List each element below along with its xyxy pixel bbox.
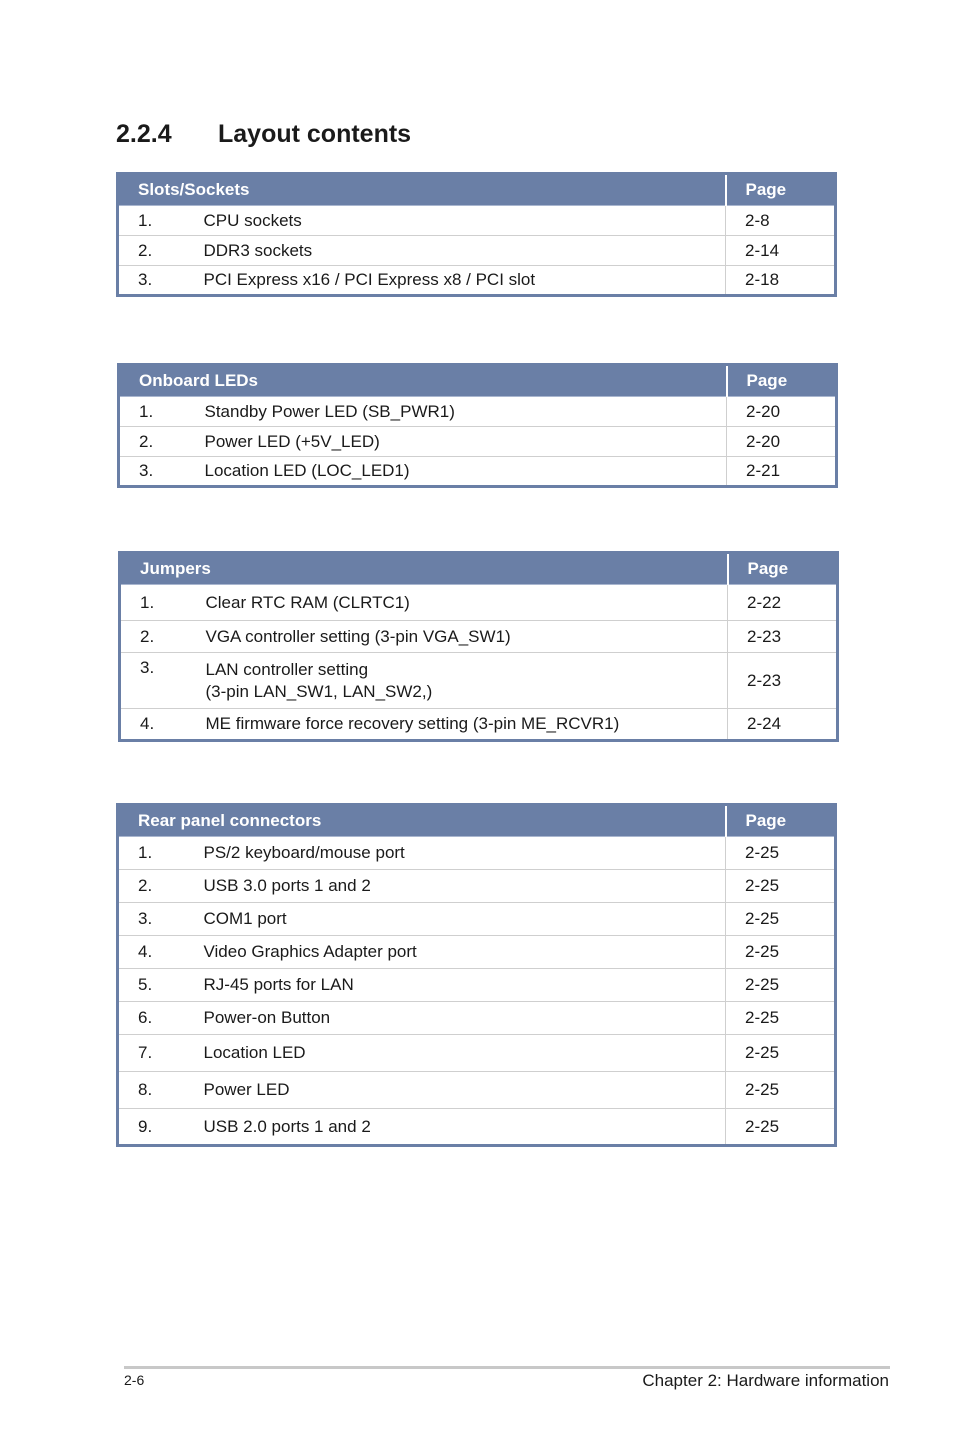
row-number: 9. bbox=[118, 1109, 204, 1146]
row-item: Standby Power LED (SB_PWR1) bbox=[205, 397, 727, 427]
footer-page-number: 2-6 bbox=[124, 1372, 145, 1388]
row-number: 2. bbox=[118, 870, 204, 903]
row-page: 2-18 bbox=[726, 266, 836, 296]
row-page: 2-25 bbox=[726, 1002, 836, 1035]
table-row bbox=[118, 266, 836, 296]
table-row bbox=[120, 709, 838, 741]
table-row bbox=[120, 585, 838, 621]
row-number: 3. bbox=[120, 653, 206, 709]
row-item: USB 2.0 ports 1 and 2 bbox=[204, 1109, 726, 1146]
row-number: 2. bbox=[118, 236, 204, 266]
table-row bbox=[118, 1002, 836, 1035]
row-item: Power LED bbox=[204, 1072, 726, 1109]
table-row bbox=[118, 206, 836, 236]
row-page: 2-23 bbox=[728, 621, 838, 653]
rear-panel-connectors-table bbox=[116, 803, 837, 1147]
row-number: 1. bbox=[118, 206, 204, 236]
row-item-line-2: (3-pin LAN_SW1, LAN_SW2,) bbox=[205, 681, 433, 701]
row-page: 2-20 bbox=[727, 427, 837, 457]
row-page: 2-14 bbox=[726, 236, 836, 266]
table-row bbox=[118, 969, 836, 1002]
row-number: 6. bbox=[118, 1002, 204, 1035]
row-number: 1. bbox=[119, 397, 205, 427]
table-header-page: Page bbox=[726, 805, 836, 837]
table-header-row bbox=[119, 365, 837, 397]
slots-sockets-table bbox=[116, 172, 837, 297]
table-row bbox=[118, 936, 836, 969]
row-item-multiline bbox=[206, 653, 728, 709]
row-number: 3. bbox=[118, 266, 204, 296]
table-header-page: Page bbox=[728, 553, 838, 585]
row-item: RJ-45 ports for LAN bbox=[204, 969, 726, 1002]
row-item: CPU sockets bbox=[204, 206, 726, 236]
table-header-page: Page bbox=[726, 174, 836, 206]
row-item: PCI Express x16 / PCI Express x8 / PCI slot bbox=[204, 266, 726, 296]
table-row bbox=[119, 457, 837, 487]
row-item: ME firmware force recovery setting (3-pin ME_RCVR1) bbox=[206, 709, 728, 741]
row-number: 8. bbox=[118, 1072, 204, 1109]
table-row bbox=[118, 1035, 836, 1072]
row-number: 1. bbox=[120, 585, 206, 621]
row-number: 2. bbox=[119, 427, 205, 457]
row-item: DDR3 sockets bbox=[204, 236, 726, 266]
row-item: USB 3.0 ports 1 and 2 bbox=[204, 870, 726, 903]
row-page: 2-21 bbox=[727, 457, 837, 487]
table-row bbox=[118, 903, 836, 936]
table-header-row bbox=[118, 174, 836, 206]
row-page: 2-25 bbox=[726, 1072, 836, 1109]
onboard-leds-table bbox=[117, 363, 838, 488]
row-page: 2-23 bbox=[728, 653, 838, 709]
table-row bbox=[118, 236, 836, 266]
row-number: 3. bbox=[118, 903, 204, 936]
table-row bbox=[118, 870, 836, 903]
row-item: Power LED (+5V_LED) bbox=[205, 427, 727, 457]
row-page: 2-25 bbox=[726, 1035, 836, 1072]
row-page: 2-24 bbox=[728, 709, 838, 741]
row-page: 2-25 bbox=[726, 969, 836, 1002]
table-header-row bbox=[118, 805, 836, 837]
row-number: 2. bbox=[120, 621, 206, 653]
row-number: 4. bbox=[120, 709, 206, 741]
row-page: 2-25 bbox=[726, 903, 836, 936]
row-item: Location LED (LOC_LED1) bbox=[205, 457, 727, 487]
row-page: 2-22 bbox=[728, 585, 838, 621]
section-title: Layout contents bbox=[218, 120, 412, 148]
row-page: 2-20 bbox=[727, 397, 837, 427]
section-heading bbox=[116, 120, 411, 149]
row-item: Clear RTC RAM (CLRTC1) bbox=[206, 585, 728, 621]
table-row bbox=[118, 1109, 836, 1146]
table-row bbox=[119, 397, 837, 427]
table-header-title: Onboard LEDs bbox=[119, 365, 727, 397]
row-item: PS/2 keyboard/mouse port bbox=[204, 837, 726, 870]
table-row bbox=[120, 621, 838, 653]
row-page: 2-8 bbox=[726, 206, 836, 236]
row-number: 3. bbox=[119, 457, 205, 487]
table-row bbox=[119, 427, 837, 457]
section-number: 2.2.4 bbox=[116, 120, 172, 148]
row-item-line-1: LAN controller setting bbox=[205, 659, 369, 679]
row-item: VGA controller setting (3-pin VGA_SW1) bbox=[206, 621, 728, 653]
row-page: 2-25 bbox=[726, 837, 836, 870]
footer-chapter-title: Chapter 2: Hardware information bbox=[642, 1371, 889, 1390]
row-item: COM1 port bbox=[204, 903, 726, 936]
row-item: Location LED bbox=[204, 1035, 726, 1072]
row-number: 5. bbox=[118, 969, 204, 1002]
table-header-title: Slots/Sockets bbox=[118, 174, 726, 206]
table-header-row bbox=[120, 553, 838, 585]
table-row bbox=[120, 653, 838, 709]
row-number: 1. bbox=[118, 837, 204, 870]
row-page: 2-25 bbox=[726, 936, 836, 969]
row-page: 2-25 bbox=[726, 870, 836, 903]
jumpers-table bbox=[118, 551, 839, 742]
table-header-title: Jumpers bbox=[120, 553, 728, 585]
row-item: Power-on Button bbox=[204, 1002, 726, 1035]
row-number: 7. bbox=[118, 1035, 204, 1072]
table-row bbox=[118, 1072, 836, 1109]
footer-divider bbox=[124, 1366, 890, 1369]
row-item: Video Graphics Adapter port bbox=[204, 936, 726, 969]
row-number: 4. bbox=[118, 936, 204, 969]
table-header-title: Rear panel connectors bbox=[118, 805, 726, 837]
row-page: 2-25 bbox=[726, 1109, 836, 1146]
table-row bbox=[118, 837, 836, 870]
table-header-page: Page bbox=[727, 365, 837, 397]
